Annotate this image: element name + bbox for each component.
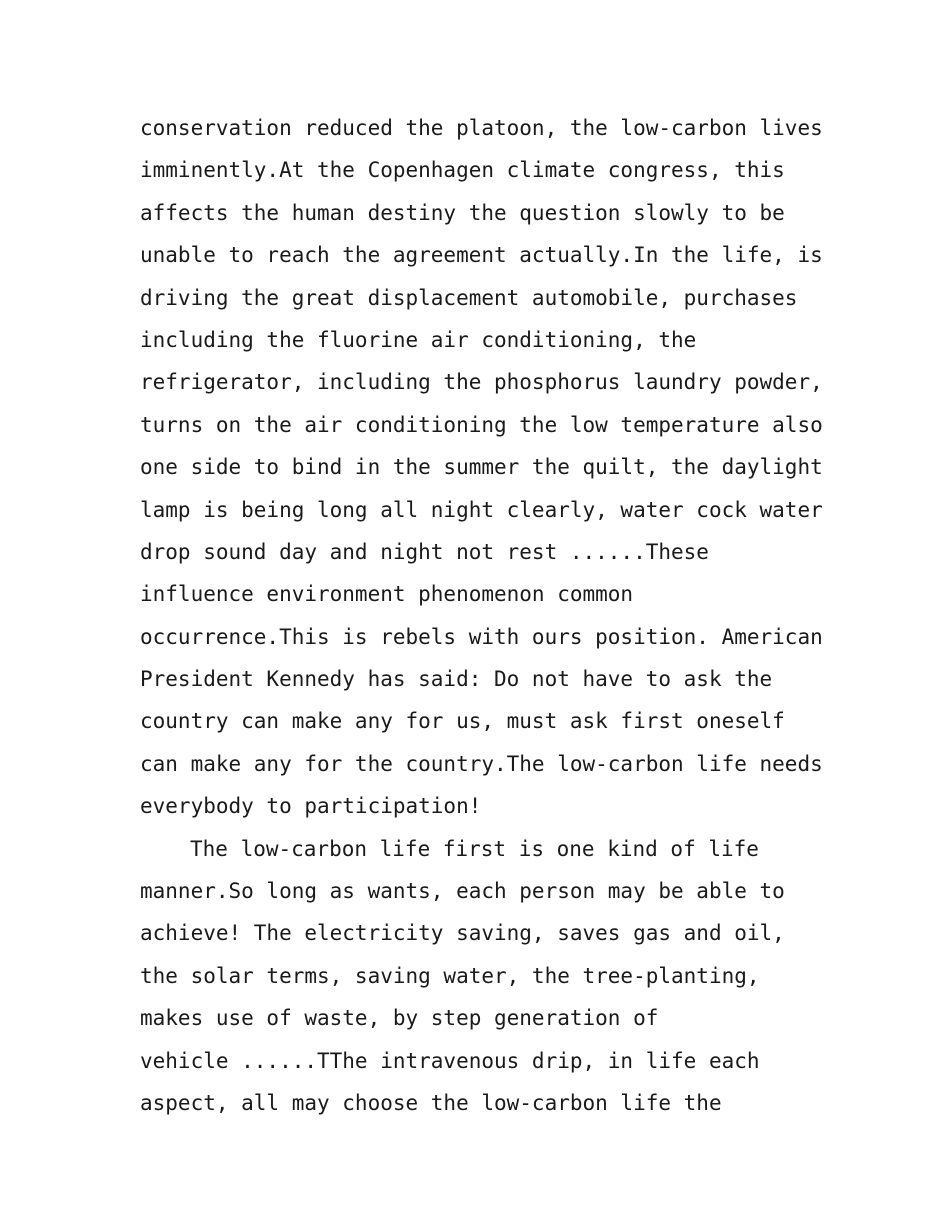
text-line: occurrence.This is rebels with ours position. American	[140, 624, 823, 649]
text-line: drop sound day and night not rest ......These	[140, 539, 709, 564]
text-line: everybody to participation!	[140, 794, 482, 819]
text-line: the solar terms, saving water, the tree-planting,	[140, 963, 760, 988]
text-line: one side to bind in the summer the quilt, the daylight	[140, 455, 823, 480]
document-body	[140, 107, 823, 1124]
text-line: makes use of waste, by step generation of	[140, 1006, 659, 1031]
text-line: imminently.At the Copenhagen climate congress, this	[140, 158, 785, 183]
text-line: can make any for the country.The low-carbon life needs	[140, 751, 823, 776]
text-line: vehicle ......TThe intravenous drip, in life each	[140, 1048, 760, 1073]
text-line: lamp is being long all night clearly, water cock water	[140, 497, 823, 522]
text-line: influence environment phenomenon common	[140, 582, 634, 607]
text-line: affects the human destiny the question slowly to be	[140, 200, 785, 225]
text-line: including the fluorine air conditioning, the	[140, 327, 697, 352]
text-line: refrigerator, including the phosphorus laundry powder,	[140, 370, 823, 395]
paragraph	[140, 107, 823, 828]
text-line: unable to reach the agreement actually.In the life, is	[140, 243, 823, 268]
text-line: manner.So long as wants, each person may be able to	[140, 879, 785, 904]
text-line: driving the great displacement automobile, purchases	[140, 285, 798, 310]
text-line: country can make any for us, must ask first oneself	[140, 709, 785, 734]
text-line: turns on the air conditioning the low temperature also	[140, 412, 823, 437]
text-line: President Kennedy has said: Do not have to ask the	[140, 667, 773, 692]
text-line: conservation reduced the platoon, the low-carbon lives	[140, 116, 823, 140]
paragraph	[140, 828, 820, 1125]
text-line: The low-carbon life first is one kind of life	[190, 836, 759, 861]
text-line: achieve! The electricity saving, saves gas and oil,	[140, 921, 785, 946]
text-line: aspect, all may choose the low-carbon life the	[140, 1090, 722, 1115]
